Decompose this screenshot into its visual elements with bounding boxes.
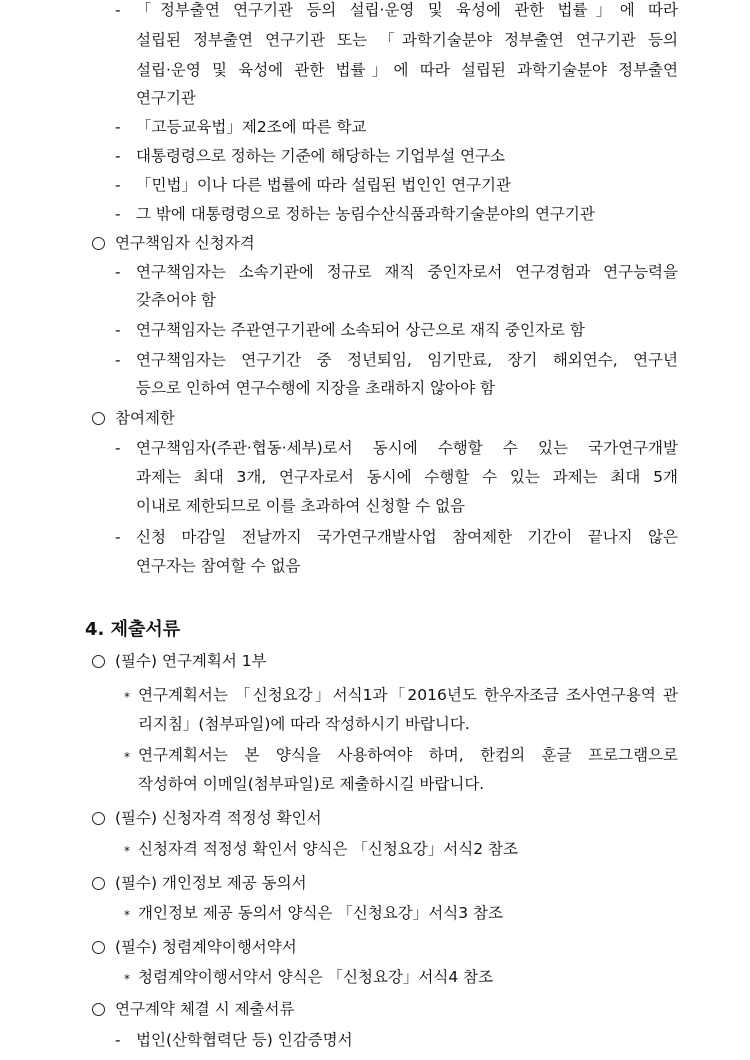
- section-title: 4. 제출서류: [85, 619, 181, 640]
- text-line: 연구책임자는 소속기관에 정규로 재직 중인자로서 연구경험과 연구능력을: [136, 263, 678, 281]
- text-line: 연구자는 참여할 수 없음: [136, 557, 301, 575]
- dash-bullet: -: [115, 118, 121, 136]
- note-line: 청렴계약이행서약서 양식은 「신청요강」서식4 참조: [138, 968, 494, 986]
- document-item-label: (필수) 청렴계약이행서약서: [115, 938, 297, 956]
- text-line: 이내로 제한되므로 이를 초과하여 신청할 수 없음: [136, 497, 466, 515]
- section-heading: 연구책임자 신청자격: [115, 234, 255, 252]
- note-line: 연구계획서는 「신청요강」서식1과「2016년도 한우자조금 조사연구용역 관: [138, 686, 678, 704]
- text-line: 연구책임자는 연구기간 중 정년퇴임, 임기만료, 장기 해외연수, 연구년: [136, 351, 678, 369]
- note-line: 신청자격 적정성 확인서 양식은 「신청요강」서식2 참조: [138, 840, 518, 858]
- text-line: 「고등교육법」제2조에 따른 학교: [136, 118, 367, 136]
- text-line: 과제는 최대 3개, 연구자로서 동시에 수행할 수 있는 과제는 최대 5개: [136, 468, 678, 486]
- text-line: 연구책임자는 주관연구기관에 소속되어 상근으로 재직 중인자로 함: [136, 321, 585, 339]
- text-line: 법인(산학협력단 등) 인감증명서: [136, 1031, 353, 1049]
- dash-bullet: -: [115, 1, 121, 19]
- text-line: 연구책임자(주관·협동·세부)로서 동시에 수행할 수 있는 국가연구개발: [136, 439, 678, 457]
- dash-bullet: -: [115, 439, 121, 457]
- circle-bullet: [92, 412, 105, 425]
- asterisk-note-mark: *: [124, 972, 130, 986]
- dash-bullet: -: [115, 1031, 121, 1049]
- dash-bullet: -: [115, 321, 121, 339]
- note-line: 연구계획서는 본 양식을 사용하여야 하며, 한컴의 훈글 프로그램으로: [138, 746, 678, 764]
- text-line: 갖추어야 함: [136, 291, 216, 309]
- dash-bullet: -: [115, 528, 121, 546]
- text-line: 설립·운영 및 육성에 관한 법률」에 따라 설립된 과학기술분야 정부출연: [136, 61, 678, 79]
- document-item-label: 연구계약 체결 시 제출서류: [115, 1000, 295, 1018]
- circle-bullet: [92, 655, 105, 668]
- dash-bullet: -: [115, 351, 121, 369]
- section-heading: 참여제한: [115, 409, 175, 427]
- circle-bullet: [92, 237, 105, 250]
- note-line: 작성하여 이메일(첨부파일)로 제출하시길 바랍니다.: [138, 775, 485, 793]
- text-line: 설립된 정부출연 연구기관 또는 「과학기술분야 정부출연 연구기관 등의: [136, 31, 678, 49]
- asterisk-note-mark: *: [124, 750, 130, 764]
- document-item-label: (필수) 개인정보 제공 동의서: [115, 874, 307, 892]
- document-item-label: (필수) 신청자격 적정성 확인서: [115, 809, 322, 827]
- dash-bullet: -: [115, 205, 121, 223]
- text-line: 연구기관: [136, 89, 196, 107]
- circle-bullet: [92, 877, 105, 890]
- text-line: 신청 마감일 전날까지 국가연구개발사업 참여제한 기간이 끝나지 않은: [136, 528, 678, 546]
- text-line: 대통령령으로 정하는 기준에 해당하는 기업부설 연구소: [136, 147, 506, 165]
- dash-bullet: -: [115, 263, 121, 281]
- asterisk-note-mark: *: [124, 690, 130, 704]
- circle-bullet: [92, 1003, 105, 1016]
- dash-bullet: -: [115, 176, 121, 194]
- circle-bullet: [92, 941, 105, 954]
- circle-bullet: [92, 812, 105, 825]
- text-line: 그 밖에 대통령령으로 정하는 농림수산식품과학기술분야의 연구기관: [136, 205, 595, 223]
- text-line: 「민법」이나 다른 법률에 따라 설립된 법인인 연구기관: [136, 176, 511, 194]
- asterisk-note-mark: *: [124, 908, 130, 922]
- note-line: 리지침」(첨부파일)에 따라 작성하시기 바랍니다.: [138, 715, 470, 733]
- text-line: 「정부출연 연구기관 등의 설립·운영 및 육성에 관한 법률」에 따라: [136, 1, 678, 19]
- dash-bullet: -: [115, 147, 121, 165]
- text-line: 등으로 인하여 연구수행에 지장을 초래하지 않아야 함: [136, 379, 495, 397]
- document-item-label: (필수) 연구계획서 1부: [115, 652, 267, 670]
- asterisk-note-mark: *: [124, 844, 130, 858]
- note-line: 개인정보 제공 동의서 양식은 「신청요강」서식3 참조: [138, 904, 503, 922]
